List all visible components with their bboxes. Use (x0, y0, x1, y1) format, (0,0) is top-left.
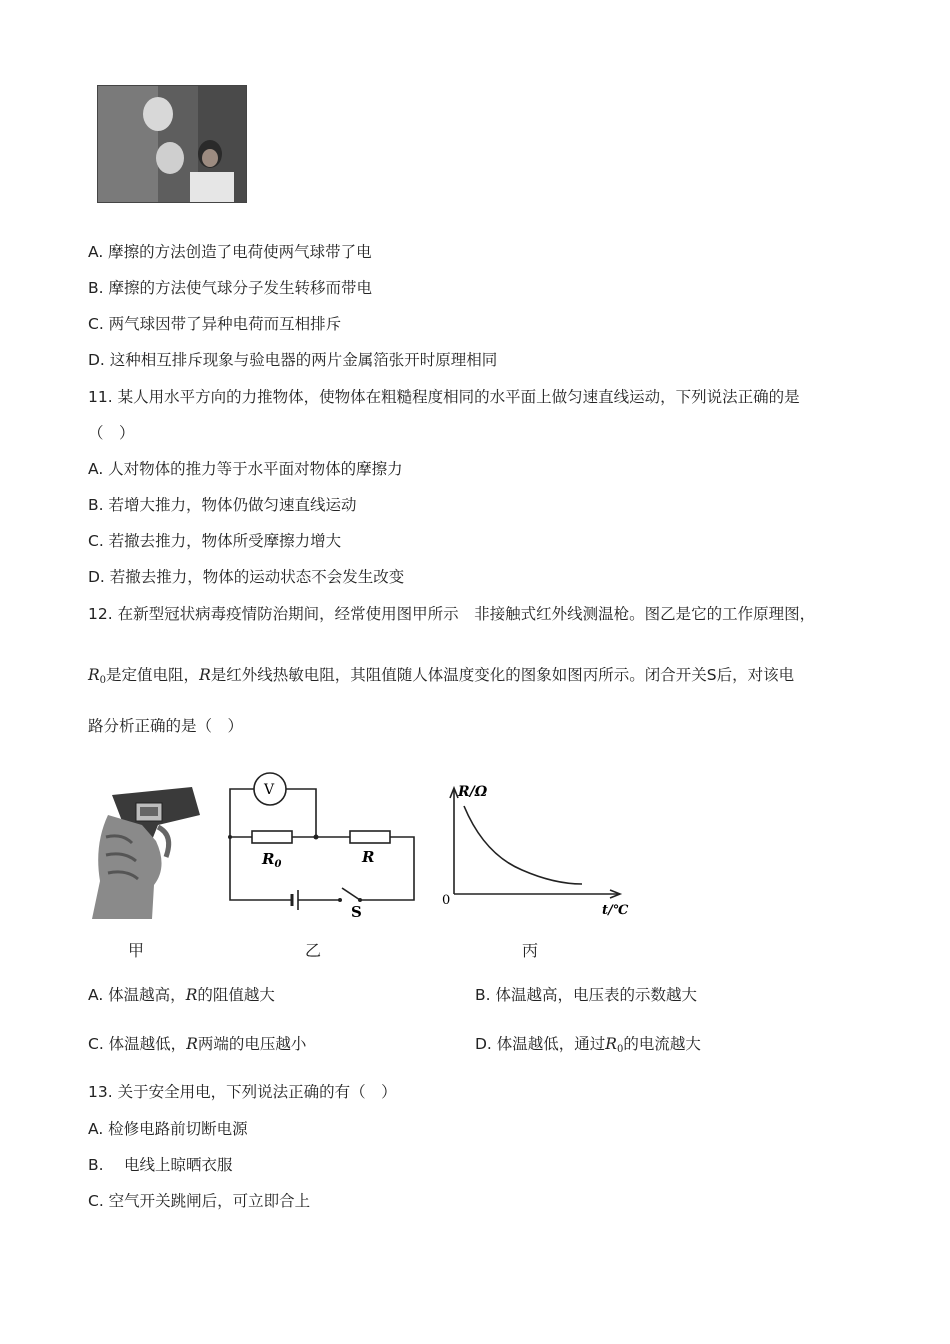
balloon-photo (97, 85, 247, 203)
q11-stem: 11. 某人用水平方向的力推物体，使物体在粗糙程度相同的水平面上做匀速直线运动，下列说法正确的是 (88, 388, 800, 406)
q10-option-c: C. 两气球因带了异种电荷而互相排斥 (88, 315, 342, 333)
q10-option-b: B. 摩擦的方法使气球分子发生转移而带电 (88, 279, 372, 297)
r0-resistor-label: $R_0$ (262, 850, 282, 870)
resistance-temperature-graph (436, 780, 636, 922)
figure-caption-jia: 甲 (128, 941, 145, 960)
q12-stem-line3: 路分析正确的是（ ） (88, 717, 244, 735)
q11-option-d: D. 若撤去推力，物体的运动状态不会发生改变 (88, 568, 405, 586)
q13-stem: 13. 关于安全用电，下列说法正确的有（ ） (88, 1083, 397, 1101)
q13-option-c: C. 空气开关跳闸后，可立即合上 (88, 1192, 311, 1210)
q12-stem-line1: 12. 在新型冠状病毒疫情防治期间，经常使用图甲所示 非接触式红外线测温枪。图乙是它的工作原理图， (88, 605, 816, 623)
graph-x-label: t/℃ (602, 903, 629, 918)
balloon-photo-drawing (98, 86, 246, 202)
q10-option-a: A. 摩擦的方法创造了电荷使两气球带了电 (88, 243, 372, 261)
voltmeter-label: V (264, 782, 275, 798)
q11-option-b: B. 若增大推力，物体仍做匀速直线运动 (88, 496, 357, 514)
q13-option-b: B. 电线上晾晒衣服 (88, 1156, 233, 1174)
q13-option-a: A. 检修电路前切断电源 (88, 1120, 248, 1138)
q12-option-a: A. 体温越高，R的阻值越大 (88, 986, 275, 1004)
resistance-curve (464, 806, 582, 884)
figure-caption-yi: 乙 (305, 941, 322, 960)
q12-r0-symbol: $R_0$ (88, 666, 107, 686)
q11-bracket: （ ） (88, 424, 135, 442)
circuit-diagram (220, 762, 420, 922)
q10-option-d: D. 这种相互排斥现象与验电器的两片金属箔张开时原理相同 (88, 351, 498, 369)
switch-label: S (351, 903, 362, 921)
q11-option-c: C. 若撤去推力，物体所受摩擦力增大 (88, 532, 342, 550)
q12-r-symbol: R (199, 666, 211, 684)
q12-option-d: D. 体温越低，通过$R_0$的电流越大 (475, 1035, 701, 1055)
graph-y-label: R/Ω (458, 784, 488, 800)
q11-option-a: A. 人对物体的推力等于水平面对物体的摩擦力 (88, 460, 403, 478)
r-resistor-label: R (362, 848, 375, 866)
q12-option-c: C. 体温越低，R两端的电压越小 (88, 1035, 307, 1053)
thermometer-gun-figure (92, 785, 204, 919)
q12-stem-line2: $R_0$是定值电阻，R是红外线热敏电阻，其阻值随人体温度变化的图象如图丙所示。闭合开关S后，对该电 (88, 666, 795, 686)
graph-origin-label: 0 (442, 893, 451, 908)
figure-caption-bing: 丙 (522, 941, 539, 960)
q12-option-b: B. 体温越高，电压表的示数越大 (475, 986, 697, 1004)
